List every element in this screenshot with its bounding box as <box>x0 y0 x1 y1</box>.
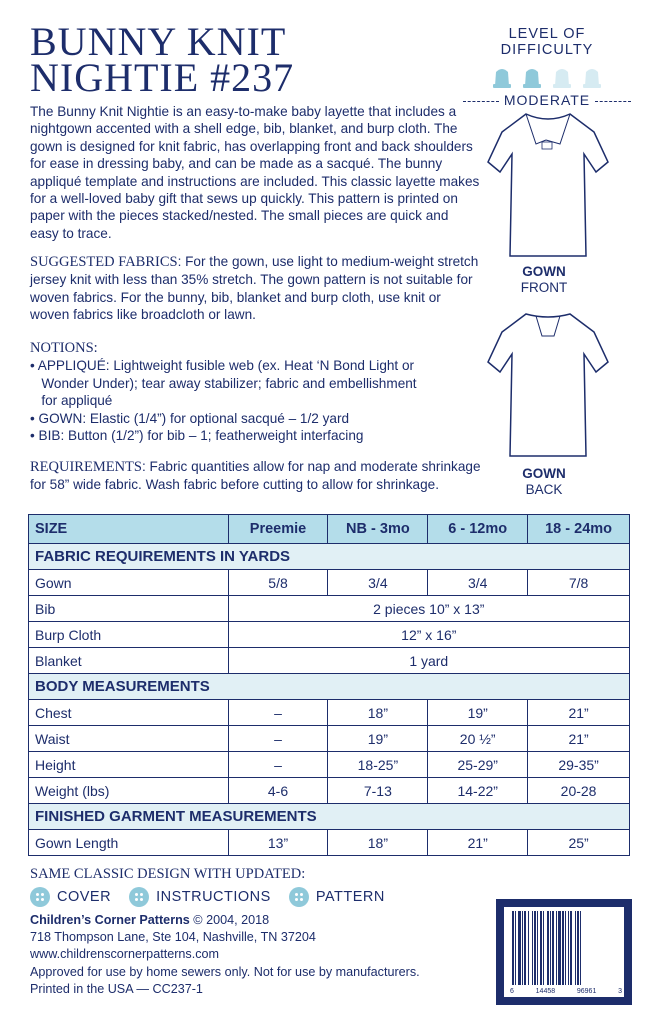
table-row <box>29 752 630 778</box>
table-row <box>29 700 630 726</box>
updated-item <box>30 887 111 907</box>
cell: 4-6 <box>228 778 328 804</box>
header-preemie: Preemie <box>228 515 328 544</box>
notion-line: • BIB: Button (1/2”) for bib – 1; featherweight interfacing <box>30 428 364 444</box>
title-line-1: BUNNY KNIT <box>30 19 287 64</box>
notion-line: • APPLIQUÉ: Lightweight fusible web (ex. Heat ‘N Bond Light or <box>30 358 415 374</box>
thimble-icon <box>490 66 514 88</box>
updated-item <box>129 887 271 907</box>
gown-front-caption <box>484 264 604 296</box>
barcode-digit: 3 <box>618 988 622 995</box>
cell: 2 pieces 10” x 13” <box>228 596 629 622</box>
cell: 14-22” <box>428 778 528 804</box>
header-18-24mo: 18 - 24mo <box>528 515 630 544</box>
gown-front-name: GOWN <box>522 264 566 279</box>
suggested-heading: SUGGESTED FABRICS <box>30 254 178 270</box>
approval-note <box>30 964 420 998</box>
table-row <box>29 570 630 596</box>
button-icon <box>30 887 50 907</box>
thimble-icon <box>550 66 574 88</box>
difficulty-indicator <box>463 26 631 108</box>
cell: – <box>228 752 328 778</box>
company-name: Children’s Corner Patterns <box>30 913 190 927</box>
row-label: Chest <box>29 700 229 726</box>
updated-list <box>30 887 385 907</box>
cell: 21” <box>528 700 630 726</box>
print-line: Printed in the USA — CC237-1 <box>30 982 203 996</box>
approval-line: Approved for use by home sewers only. Not for use by manufacturers. <box>30 965 420 979</box>
row-label: Height <box>29 752 229 778</box>
thimble-icon <box>520 66 544 88</box>
copyright: © 2004, 2018 <box>189 913 270 927</box>
barcode-digit: 96961 <box>576 988 597 995</box>
requirements-text: : Fabric quantities allow for nap and moderate shrinkage for 58” wide fabric. Wash fabric before cutting to allow for shrinkage. <box>30 459 481 493</box>
cell: 13” <box>228 830 328 856</box>
cell: 19” <box>328 726 428 752</box>
notions <box>30 340 417 444</box>
cell: 3/4 <box>428 570 528 596</box>
row-label: Blanket <box>29 648 229 674</box>
table-row <box>29 830 630 856</box>
table-row <box>29 778 630 804</box>
row-label: Gown Length <box>29 830 229 856</box>
barcode-digit: 14458 <box>535 988 556 995</box>
gown-back-illustration <box>486 310 610 460</box>
gown-front-illustration <box>486 110 610 260</box>
cell: 21” <box>528 726 630 752</box>
gown-back-name: GOWN <box>522 466 566 481</box>
cell: 7-13 <box>328 778 428 804</box>
section-finished-garment: FINISHED GARMENT MEASUREMENTS <box>29 804 630 830</box>
table-row <box>29 596 630 622</box>
notion-line: for appliqué <box>30 393 113 409</box>
updated-item-label: COVER <box>57 889 112 905</box>
cell: 21” <box>428 830 528 856</box>
section-row <box>29 544 630 570</box>
row-label: Waist <box>29 726 229 752</box>
section-row <box>29 804 630 830</box>
barcode-digit: 6 <box>510 988 514 995</box>
cell: – <box>228 726 328 752</box>
cell: 5/8 <box>228 570 328 596</box>
company-address: 718 Thompson Lane, Ste 104, Nashville, TN 37204 <box>30 930 316 944</box>
cell: 18” <box>328 830 428 856</box>
gown-back-caption <box>484 466 604 498</box>
notions-heading: NOTIONS: <box>30 340 98 356</box>
barcode <box>496 899 632 1005</box>
button-icon <box>289 887 309 907</box>
updated-item-label: PATTERN <box>315 889 385 905</box>
cell: 20 ½” <box>428 726 528 752</box>
barcode-label <box>504 907 624 997</box>
gown-front-view: FRONT <box>520 280 568 295</box>
description: The Bunny Knit Nightie is an easy-to-make baby layette that includes a nightgown accented with a shell edge, bib, blanket, and burp cloth. The gown is designed for knit fabric, has overlapping front and back shoulders for ease in dressing baby, and can be made as a sacqué. The bunny appliqué template and instructions are included. This classic layette makes for a well-loved baby gift that sews up quickly. This pattern is printed on paper with the pieces stacked/nested. The small pieces are quick and easy to trace. <box>30 104 480 241</box>
cell: 18” <box>328 700 428 726</box>
updated-item-label: INSTRUCTIONS <box>156 889 271 905</box>
requirements <box>30 458 482 494</box>
row-label: Burp Cloth <box>29 622 229 648</box>
updated-heading: SAME CLASSIC DESIGN WITH UPDATED: <box>30 866 306 882</box>
header-size: SIZE <box>29 515 229 544</box>
header-nb-3mo: NB - 3mo <box>328 515 428 544</box>
cell: 3/4 <box>328 570 428 596</box>
cell: 25” <box>528 830 630 856</box>
difficulty-level: MODERATE <box>463 92 631 108</box>
cell: 7/8 <box>528 570 630 596</box>
cell: 12” x 16” <box>228 622 629 648</box>
header-6-12mo: 6 - 12mo <box>428 515 528 544</box>
updated-item <box>289 887 385 907</box>
barcode-bars <box>510 911 618 985</box>
table-row <box>29 648 630 674</box>
row-label: Bib <box>29 596 229 622</box>
difficulty-label: LEVEL OF DIFFICULTY <box>500 26 594 58</box>
barcode-numbers <box>510 988 622 995</box>
notion-line: • GOWN: Elastic (1/4”) for optional sacqué – 1/2 yard <box>30 410 350 426</box>
company-website[interactable]: www.childrenscornerpatterns.com <box>30 947 219 961</box>
section-row <box>29 674 630 700</box>
table-header-row <box>29 515 630 544</box>
thimble-icon <box>580 66 604 88</box>
cell: 1 yard <box>228 648 629 674</box>
cell: 29-35” <box>528 752 630 778</box>
page-title <box>30 19 295 100</box>
gown-back-view: BACK <box>525 482 563 497</box>
company-info <box>30 912 316 963</box>
cell: 25-29” <box>428 752 528 778</box>
row-label: Gown <box>29 570 229 596</box>
button-icon <box>129 887 149 907</box>
section-fabric-requirements: FABRIC REQUIREMENTS IN YARDS <box>29 544 630 570</box>
table-row <box>29 726 630 752</box>
cell: 20-28 <box>528 778 630 804</box>
size-chart <box>28 514 630 856</box>
suggested-text: : For the gown, use light to medium-weight stretch jersey knit with less than 35% stretch. The gown pattern is not suitable for woven fabrics. For the bunny, bib, blanket and burp cloth, use knit or woven fabrics like broadcloth or lawn. <box>30 254 479 323</box>
row-label: Weight (lbs) <box>29 778 229 804</box>
thimble-rating <box>463 66 631 88</box>
title-line-2: NIGHTIE #237 <box>30 55 295 100</box>
suggested-fabrics <box>30 253 482 324</box>
section-body-measurements: BODY MEASUREMENTS <box>29 674 630 700</box>
cell: 18-25” <box>328 752 428 778</box>
notion-line: Wonder Under); tear away stabilizer; fabric and embellishment <box>30 375 417 391</box>
cell: – <box>228 700 328 726</box>
table-row <box>29 622 630 648</box>
requirements-heading: REQUIREMENTS <box>30 459 142 475</box>
cell: 19” <box>428 700 528 726</box>
